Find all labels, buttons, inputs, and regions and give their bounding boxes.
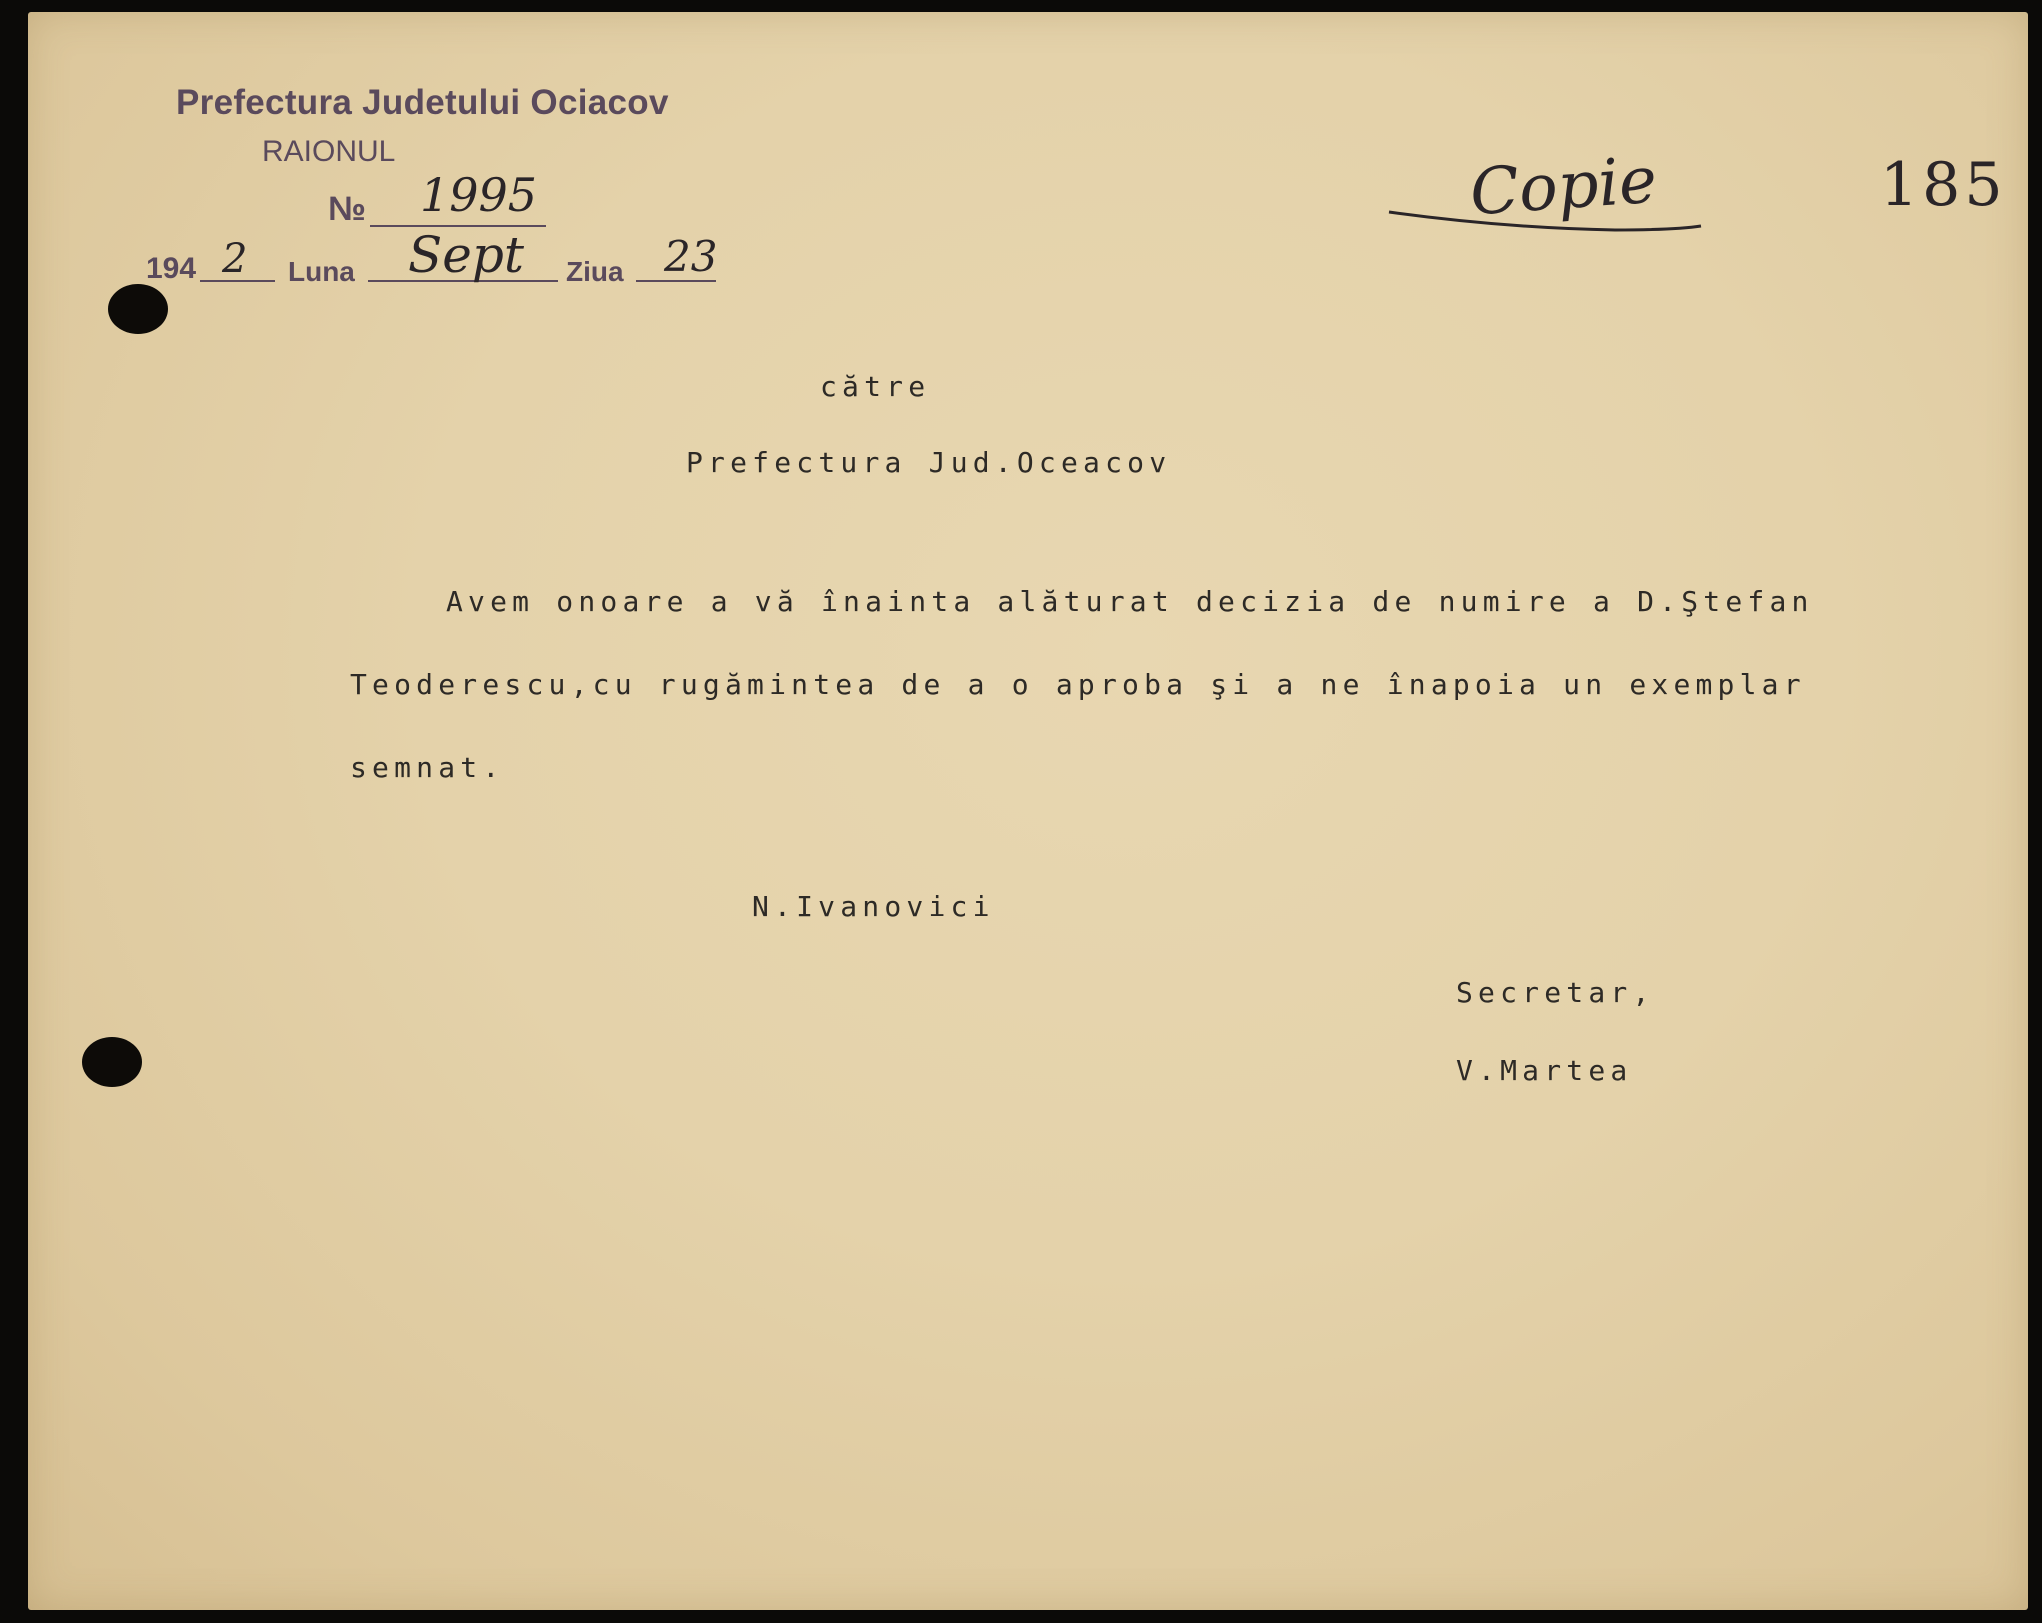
copy-mark: Copie [1467,143,1660,231]
handwritten-year-digit: 2 [222,236,248,282]
stamp-title: Prefectura Judetului Ociacov [176,83,669,122]
stamp-month-label: Luna [288,256,355,287]
year-underline [200,280,275,282]
secretary-name: V.Martea [1456,1054,1633,1087]
handwritten-day: 23 [664,232,718,281]
body-line-1: Avem onoare a vă înainta alăturat decizia de numire a D.Ştefan [446,585,1814,618]
body-line-2: Teoderescu,cu rugămintea de a o aproba şi a ne înapoia un exemplar [350,668,1806,701]
letter-body [350,560,1950,809]
secretary-title: Secretar, [1456,976,1655,1009]
handwritten-month: Sept [408,226,524,284]
body-line-3: semnat. [350,751,505,784]
punch-hole-top [108,284,168,334]
stamp-district: RAIONUL [262,135,396,168]
punch-hole-bottom [82,1037,142,1087]
folio-number: 185 [1880,150,2007,220]
stamp-year-prefix: 194 [146,252,197,285]
handwritten-number: 1995 [420,168,538,222]
stamp-number-label: № [328,190,366,228]
document-sheet [28,12,2028,1610]
stamp-day-label: Ziua [566,256,624,287]
to-label: către [820,370,931,403]
copy-mark-underline [1385,190,1705,240]
stamp-number-row [328,190,366,229]
stamp-date-row [146,252,196,286]
sender-name: N.Ivanovici [752,890,995,923]
recipient: Prefectura Jud.Oceacov [686,446,1172,479]
